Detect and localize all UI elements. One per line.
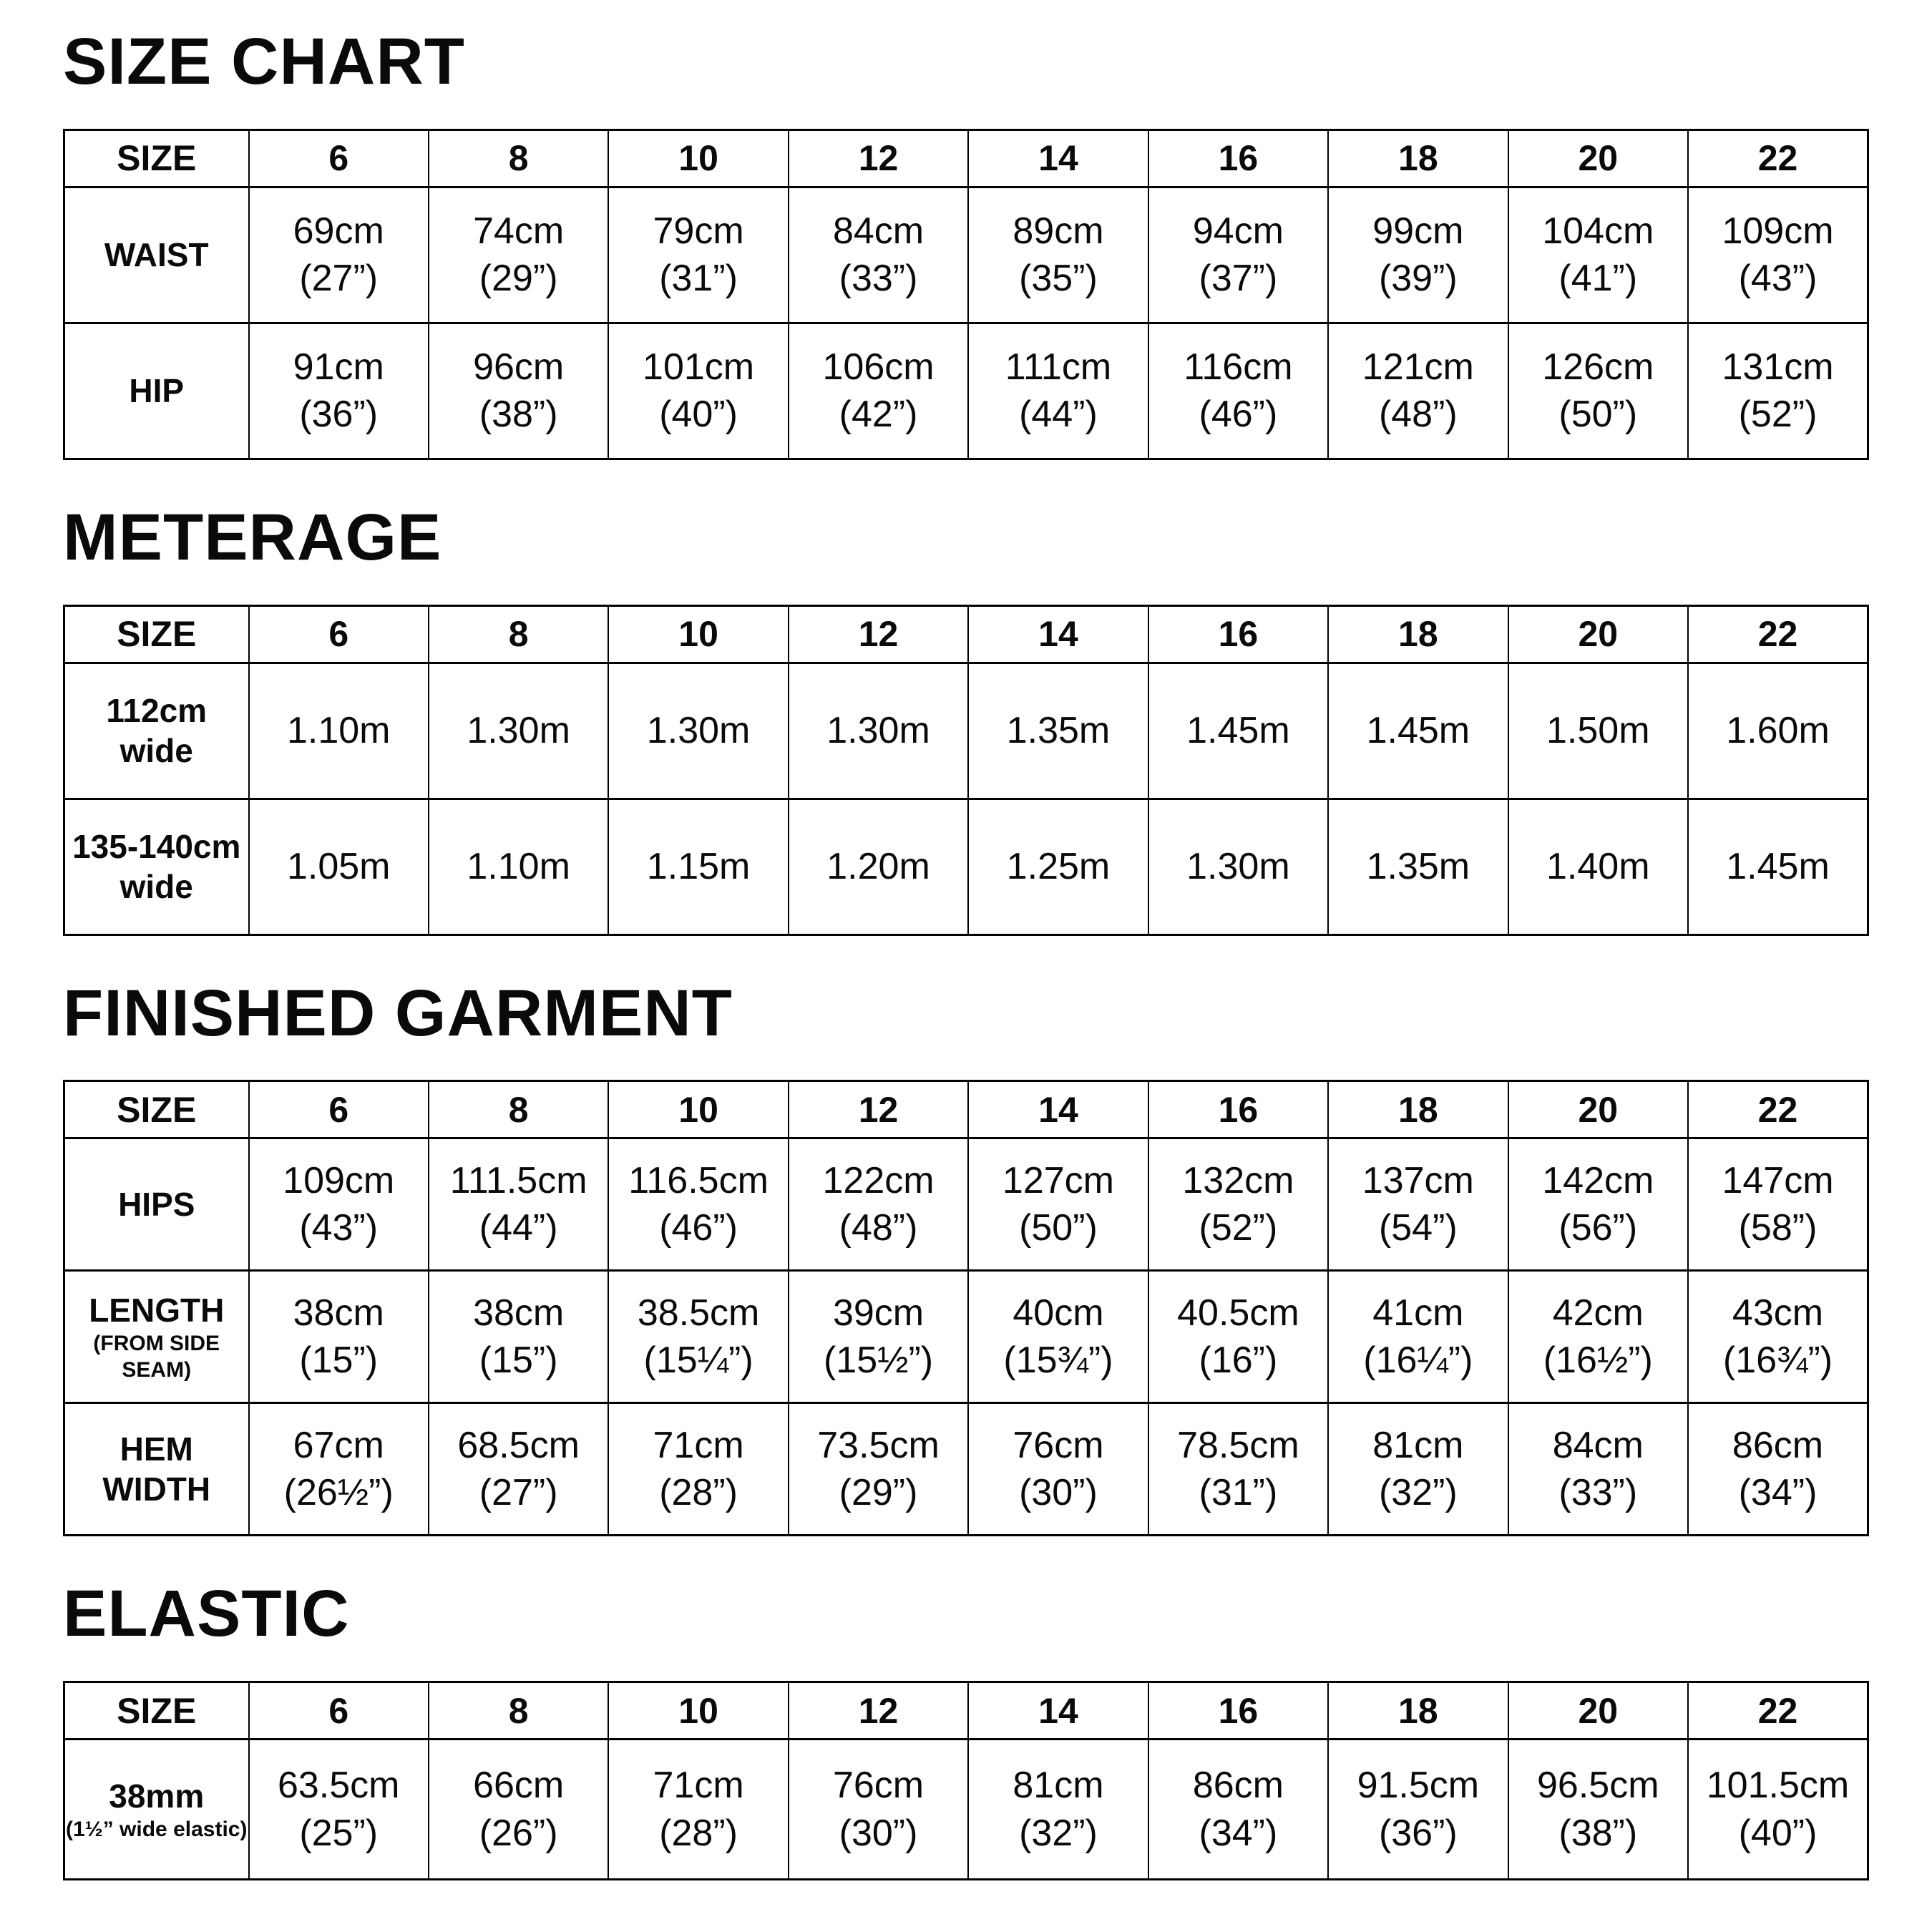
cell-line: 39cm [832,1292,924,1334]
cell-length-size-12 [789,1271,968,1403]
cell-line: 69cm [293,210,384,252]
header-cell-22: 22 [1688,605,1868,663]
header-cell-12: 12 [789,130,968,187]
cell-line: 101.5cm [1706,1765,1850,1807]
row-label-line: WAIST [104,236,209,274]
row-label-112cm [64,663,249,799]
cell-line: 1.20m [826,845,930,887]
row-hip [64,323,1868,459]
row-38mm [64,1740,1868,1880]
cell-line: (31”) [1199,1472,1278,1514]
header-row-finished-garment [64,1081,1868,1138]
cell-112cm-size-22 [1688,663,1868,799]
cell-hips-size-8 [429,1138,608,1271]
cell-length-size-22 [1688,1271,1868,1403]
cell-waist-size-10 [608,187,788,323]
cell-line: (56”) [1558,1207,1638,1249]
cell-hips-size-6 [249,1138,429,1271]
cell-line: 40cm [1013,1292,1104,1334]
cell-line: (28”) [659,1472,738,1514]
cell-line: (33”) [839,258,918,300]
cell-line: 111cm [1005,346,1112,388]
cell-line: 1.10m [467,845,570,887]
cell-line: (50”) [1558,394,1638,436]
cell-line: (15½”) [823,1340,934,1382]
cell-line: (40”) [1738,1812,1818,1854]
header-cell-size: SIZE [64,130,249,187]
cell-line: 1.10m [286,709,391,751]
header-cell-22: 22 [1688,1081,1868,1138]
row-label-135-140cm [64,799,249,935]
cell-length-size-20 [1508,1271,1688,1403]
cell-line: 127cm [1002,1159,1114,1201]
row-length [64,1271,1868,1403]
cell-38mm-size-14 [968,1740,1148,1880]
header-cell-20: 20 [1508,605,1688,663]
cell-waist-size-22 [1688,187,1868,323]
header-cell-22: 22 [1688,130,1868,187]
cell-line: (27”) [299,258,379,300]
header-cell-size: SIZE [64,1682,249,1740]
cell-line: 1.50m [1546,709,1650,751]
cell-line: 86cm [1732,1424,1824,1466]
row-label-line: LENGTH [89,1291,225,1329]
cell-38mm-size-8 [429,1740,608,1880]
cell-line: (15¾”) [1003,1340,1113,1382]
header-row-meterage [64,605,1868,663]
cell-line: (15”) [479,1340,558,1382]
header-row-size-chart [64,130,1868,187]
cell-line: 1.45m [1726,845,1830,887]
cell-line: (44”) [1019,394,1098,436]
cell-line: 38cm [473,1292,565,1334]
row-label-line: 112cm [106,691,208,729]
cell-line: (43”) [1738,258,1818,300]
cell-line: 132cm [1182,1159,1294,1201]
cell-line: 89cm [1013,210,1104,252]
header-cell-8: 8 [429,130,608,187]
cell-line: (38”) [479,394,558,436]
cell-line: (25”) [299,1812,379,1854]
header-cell-10: 10 [608,1081,788,1138]
cell-line: 1.30m [646,709,751,751]
cell-line: 99cm [1372,210,1464,252]
cell-line: (38”) [1558,1812,1638,1854]
cell-line: 121cm [1362,346,1474,388]
cell-hem-width-size-12 [789,1403,968,1536]
cell-line: 1.05m [286,845,391,887]
cell-38mm-size-18 [1328,1740,1508,1880]
cell-line: 84cm [1552,1424,1644,1466]
cell-line: 116cm [1184,346,1293,388]
cell-line: (27”) [479,1472,558,1514]
cell-line: 106cm [822,346,935,388]
cell-line: 66cm [473,1765,565,1807]
cell-line: 94cm [1192,210,1284,252]
cell-hip-size-10 [608,323,788,459]
cell-line: (16¼”) [1363,1340,1473,1382]
row-waist [64,187,1868,323]
cell-hip-size-22 [1688,323,1868,459]
row-hips [64,1138,1868,1271]
section-finished-garment [63,976,1871,1537]
cell-line: 1.35m [1366,845,1470,887]
cell-line: (26”) [479,1812,558,1854]
cell-line: 41cm [1372,1292,1464,1334]
cell-line: 40.5cm [1177,1292,1299,1334]
row-label-line: wide [119,732,193,770]
cell-hem-width-size-8 [429,1403,608,1536]
cell-line: (58”) [1738,1207,1818,1249]
cell-line: (26½”) [283,1472,394,1514]
cell-38mm-size-22 [1688,1740,1868,1880]
cell-112cm-size-14 [968,663,1148,799]
cell-length-size-10 [608,1271,788,1403]
table-elastic [63,1681,1869,1880]
cell-line: (40”) [659,394,738,436]
cell-135-140cm-size-12 [789,799,968,935]
cell-line: (29”) [479,258,558,300]
header-cell-16: 16 [1148,1682,1328,1740]
section-elastic [63,1576,1871,1880]
cell-135-140cm-size-20 [1508,799,1688,935]
section-title-size-chart: SIZE CHART [63,25,465,98]
header-cell-14: 14 [968,605,1148,663]
cell-line: (31”) [659,258,738,300]
cell-hem-width-size-16 [1148,1403,1328,1536]
cell-hem-width-size-22 [1688,1403,1868,1536]
cell-112cm-size-6 [249,663,429,799]
cell-line: (46”) [1199,394,1278,436]
cell-line: 81cm [1013,1765,1104,1807]
cell-line: 76cm [1013,1424,1104,1466]
cell-length-size-18 [1328,1271,1508,1403]
cell-line: (33”) [1558,1472,1638,1514]
header-cell-6: 6 [249,605,429,663]
cell-line: 43cm [1732,1292,1824,1334]
cell-line: 96.5cm [1537,1765,1659,1807]
cell-line: 1.30m [826,709,930,751]
cell-line: 1.30m [467,709,570,751]
cell-112cm-size-16 [1148,663,1328,799]
cell-hem-width-size-6 [249,1403,429,1536]
cell-line: (44”) [479,1207,558,1249]
cell-line: (32”) [1019,1812,1098,1854]
cell-hem-width-size-20 [1508,1403,1688,1536]
cell-38mm-size-12 [789,1740,968,1880]
cell-hips-size-22 [1688,1138,1868,1271]
cell-line: (36”) [1378,1812,1458,1854]
cell-112cm-size-12 [789,663,968,799]
cell-112cm-size-18 [1328,663,1508,799]
row-label-length [64,1271,249,1403]
header-cell-6: 6 [249,130,429,187]
section-title-finished-garment: FINISHED GARMENT [63,976,733,1050]
cell-line: 68.5cm [457,1424,580,1466]
cell-line: 109cm [283,1159,395,1201]
cell-hip-size-14 [968,323,1148,459]
row-label-line: HIP [129,372,185,410]
cell-line: 131cm [1722,346,1834,388]
section-size-chart [63,24,1871,460]
cell-line: 104cm [1542,210,1654,252]
cell-hip-size-8 [429,323,608,459]
row-135-140cm [64,799,1868,935]
row-label-line: (1½” wide elastic) [66,1817,248,1841]
cell-hem-width-size-10 [608,1403,788,1536]
cell-line: 74cm [473,210,565,252]
cell-hem-width-size-14 [968,1403,1148,1536]
header-cell-20: 20 [1508,130,1688,187]
header-cell-18: 18 [1328,130,1508,187]
cell-line: 84cm [832,210,924,252]
cell-hip-size-6 [249,323,429,459]
cell-line: (52”) [1199,1207,1278,1249]
cell-line: (34”) [1738,1472,1818,1514]
cell-38mm-size-16 [1148,1740,1328,1880]
cell-line: 109cm [1722,210,1834,252]
cell-135-140cm-size-6 [249,799,429,935]
cell-line: 126cm [1542,346,1654,388]
header-cell-8: 8 [429,1081,608,1138]
section-title-meterage: METERAGE [63,500,442,574]
cell-length-size-14 [968,1271,1148,1403]
cell-line: (15”) [299,1340,379,1382]
header-cell-20: 20 [1508,1081,1688,1138]
cell-waist-size-18 [1328,187,1508,323]
cell-length-size-6 [249,1271,429,1403]
header-cell-14: 14 [968,1682,1148,1740]
cell-line: (39”) [1378,258,1458,300]
row-label-hip [64,323,249,459]
table-meterage [63,605,1869,936]
cell-line: 81cm [1372,1424,1464,1466]
header-cell-16: 16 [1148,605,1328,663]
cell-line: (30”) [1019,1472,1098,1514]
header-cell-8: 8 [429,605,608,663]
row-label-hem-width [64,1403,249,1536]
cell-hips-size-10 [608,1138,788,1271]
cell-hip-size-12 [789,323,968,459]
header-cell-18: 18 [1328,1081,1508,1138]
header-cell-8: 8 [429,1682,608,1740]
cell-hips-size-16 [1148,1138,1328,1271]
header-cell-6: 6 [249,1081,429,1138]
header-cell-10: 10 [608,1682,788,1740]
cell-line: (15¼”) [643,1340,753,1382]
section-meterage [63,500,1871,936]
cell-line: (48”) [839,1207,918,1249]
header-cell-size: SIZE [64,1081,249,1138]
header-cell-16: 16 [1148,1081,1328,1138]
cell-135-140cm-size-14 [968,799,1148,935]
cell-hips-size-12 [789,1138,968,1271]
cell-line: 79cm [653,210,744,252]
header-cell-12: 12 [789,1682,968,1740]
cell-hip-size-18 [1328,323,1508,459]
table-size-chart [63,129,1869,460]
cell-line: (50”) [1019,1207,1098,1249]
cell-line: (52”) [1738,394,1818,436]
cell-line: (42”) [839,394,918,436]
cell-line: (30”) [839,1812,918,1854]
cell-line: (34”) [1199,1812,1278,1854]
cell-line: 71cm [653,1765,744,1807]
cell-line: (43”) [299,1207,379,1249]
header-row-elastic [64,1682,1868,1740]
cell-line: (48”) [1378,394,1458,436]
cell-line: 76cm [832,1765,924,1807]
cell-line: 1.45m [1186,709,1290,751]
cell-line: (28”) [659,1812,738,1854]
row-label-hips [64,1138,249,1271]
row-label-line: (FROM SIDE SEAM) [93,1331,220,1382]
row-112cm [64,663,1868,799]
cell-line: (29”) [839,1472,918,1514]
cell-line: (35”) [1019,258,1098,300]
cell-line: (46”) [659,1207,738,1249]
cell-line: 1.45m [1366,709,1470,751]
cell-135-140cm-size-8 [429,799,608,935]
cell-112cm-size-10 [608,663,788,799]
cell-line: 1.60m [1726,709,1830,751]
cell-hip-size-20 [1508,323,1688,459]
cell-hip-size-16 [1148,323,1328,459]
cell-line: 1.35m [1006,709,1111,751]
cell-line: 116.5cm [628,1159,769,1201]
cell-line: 67cm [293,1424,384,1466]
cell-line: 78.5cm [1177,1424,1299,1466]
row-label-line: HEM WIDTH [102,1430,211,1508]
cell-line: 1.40m [1546,845,1650,887]
header-cell-10: 10 [608,605,788,663]
header-cell-18: 18 [1328,605,1508,663]
cell-line: 71cm [653,1424,744,1466]
header-cell-20: 20 [1508,1682,1688,1740]
cell-line: 73.5cm [817,1424,940,1466]
row-label-waist [64,187,249,323]
cell-line: 147cm [1722,1159,1834,1201]
header-cell-14: 14 [968,130,1148,187]
cell-waist-size-12 [789,187,968,323]
header-cell-6: 6 [249,1682,429,1740]
cell-line: 96cm [473,346,565,388]
cell-line: 142cm [1542,1159,1654,1201]
cell-waist-size-16 [1148,187,1328,323]
cell-135-140cm-size-22 [1688,799,1868,935]
cell-line: 137cm [1362,1159,1474,1201]
row-label-line: 135-140cm [72,827,241,865]
cell-line: (36”) [299,394,379,436]
cell-line: (32”) [1378,1472,1458,1514]
cell-line: 38.5cm [637,1292,760,1334]
table-finished-garment [63,1080,1869,1536]
cell-hips-size-18 [1328,1138,1508,1271]
cell-waist-size-14 [968,187,1148,323]
cell-38mm-size-6 [249,1740,429,1880]
row-label-line: 38mm [109,1777,205,1815]
cell-waist-size-6 [249,187,429,323]
cell-line: 1.25m [1006,845,1111,887]
cell-waist-size-8 [429,187,608,323]
cell-135-140cm-size-18 [1328,799,1508,935]
cell-line: 101cm [643,346,755,388]
cell-line: (16¾”) [1722,1340,1833,1382]
cell-line: 42cm [1552,1292,1644,1334]
row-label-line: wide [119,868,193,906]
cell-38mm-size-20 [1508,1740,1688,1880]
cell-line: 1.15m [646,845,751,887]
cell-length-size-8 [429,1271,608,1403]
cell-line: (16½”) [1543,1340,1653,1382]
header-cell-14: 14 [968,1081,1148,1138]
cell-hips-size-20 [1508,1138,1688,1271]
cell-line: 63.5cm [277,1765,400,1807]
cell-hips-size-14 [968,1138,1148,1271]
cell-line: 1.30m [1186,845,1290,887]
cell-38mm-size-10 [608,1740,788,1880]
row-hem-width [64,1403,1868,1536]
cell-waist-size-20 [1508,187,1688,323]
header-cell-10: 10 [608,130,788,187]
header-cell-16: 16 [1148,130,1328,187]
section-title-elastic: ELASTIC [63,1577,350,1651]
header-cell-12: 12 [789,1081,968,1138]
header-cell-22: 22 [1688,1682,1868,1740]
cell-hem-width-size-18 [1328,1403,1508,1536]
cell-length-size-16 [1148,1271,1328,1403]
cell-line: 122cm [822,1159,935,1201]
cell-line: (54”) [1378,1207,1458,1249]
cell-line: 91cm [293,346,384,388]
cell-line: 111.5cm [449,1159,587,1201]
cell-line: (16”) [1199,1340,1278,1382]
header-cell-12: 12 [789,605,968,663]
cell-135-140cm-size-16 [1148,799,1328,935]
header-cell-size: SIZE [64,605,249,663]
row-label-line: HIPS [118,1186,195,1224]
cell-112cm-size-20 [1508,663,1688,799]
cell-135-140cm-size-10 [608,799,788,935]
cell-line: 86cm [1192,1765,1284,1807]
cell-line: (37”) [1199,258,1278,300]
row-label-38mm [64,1740,249,1880]
cell-line: (41”) [1558,258,1638,300]
cell-line: 91.5cm [1357,1765,1480,1807]
header-cell-18: 18 [1328,1682,1508,1740]
cell-112cm-size-8 [429,663,608,799]
cell-line: 38cm [293,1292,384,1334]
